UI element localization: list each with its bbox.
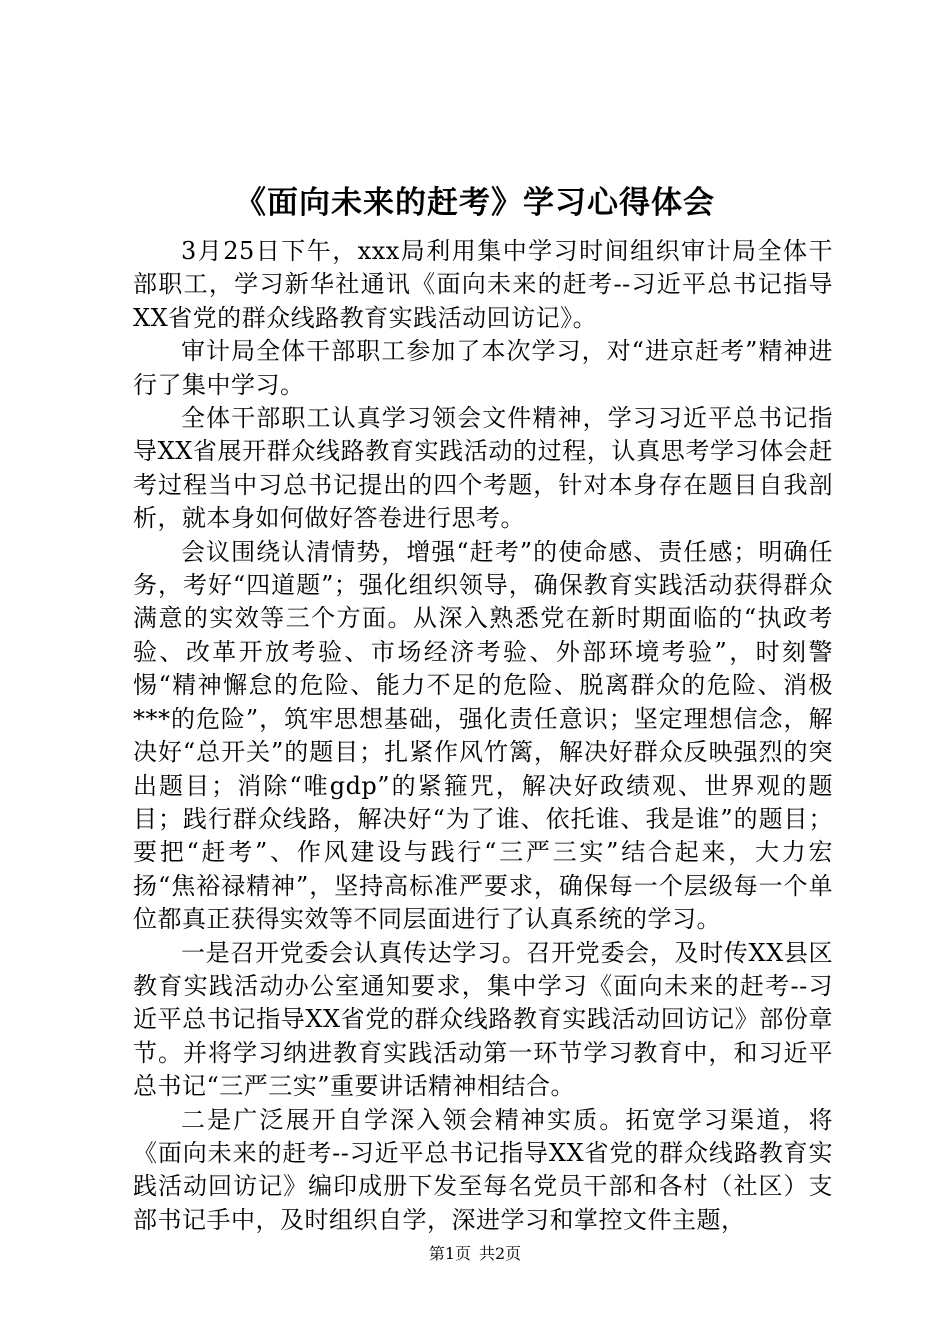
paragraph-3: 全体干部职工认真学习领会文件精神，学习习近平总书记指导XX省展开群众线路教育实践活动的过程，认真思考学习体会赶考过程当中习总书记提出的四个考题，针对本身存在题目自我剖析，就本身如何做好答卷进行思考。 [133, 404, 833, 533]
paragraph-1: 3月25日下午，xxx局利用集中学习时间组织审计局全体干部职工，学习新华社通讯《面向未来的赶考--习近平总书记指导XX省党的群众线路教育实践活动回访记》。 [133, 237, 833, 332]
document-title: 《面向未来的赶考》学习心得体会 [235, 185, 715, 221]
paragraph-6: 二是广泛展开自学深入领会精神实质。拓宽学习渠道，将《面向未来的赶考--习近平总书记指导XX省党的群众线路教育实践活动回访记》编印成册下发至每名党员干部和各村（社区）支部书记手中，及时组织自学，深进学习和掌控文件主题， [133, 1105, 833, 1234]
page-number-current: 第1页 [428, 1244, 471, 1263]
page-number-total: 共2页 [479, 1244, 522, 1263]
paragraph-5: 一是召开党委会认真传达学习。召开党委会，及时传XX县区教育实践活动办公室通知要求，集中学习《面向未来的赶考--习近平总书记指导XX省党的群众线路教育实践活动回访记》部份章节。并将学习纳进教育实践活动第一环节学习教育中，和习近平总书记“三严三实”重要讲话精神相结合。 [133, 938, 833, 1101]
paragraph-4: 会议围绕认清情势，增强“赶考”的使命感、责任感；明确任务，考好“四道题”；强化组织领导，确保教育实践活动获得群众满意的实效等三个方面。从深入熟悉党在新时期面临的“执政考验、改革开放考验、市场经济考验、外部环境考验”，时刻警惕“精神懈怠的危险、能力不足的危险、脱离群众的危险、消极***的危险”，筑牢思想基础，强化责任意识；坚定理想信念，解决好“总开关”的题目；扎紧作风竹篱，解决好群众反映强烈的突出题目；消除“唯gdp”的紧箍咒，解决好政绩观、世界观的题目；践行群众线路，解决好“为了谁、依托谁、我是谁”的题目；要把“赶考”、作风建设与践行“三严三实”结合起来，大力宏扬“焦裕禄精神”，坚持高标准严要求，确保每一个层级每一个单位都真正获得实效等不同层面进行了认真系统的学习。 [133, 537, 833, 934]
page-footer [0, 1243, 950, 1265]
paragraph-2: 审计局全体干部职工参加了本次学习，对“进京赶考”精神进行了集中学习。 [133, 337, 833, 399]
document-body [133, 235, 833, 1237]
